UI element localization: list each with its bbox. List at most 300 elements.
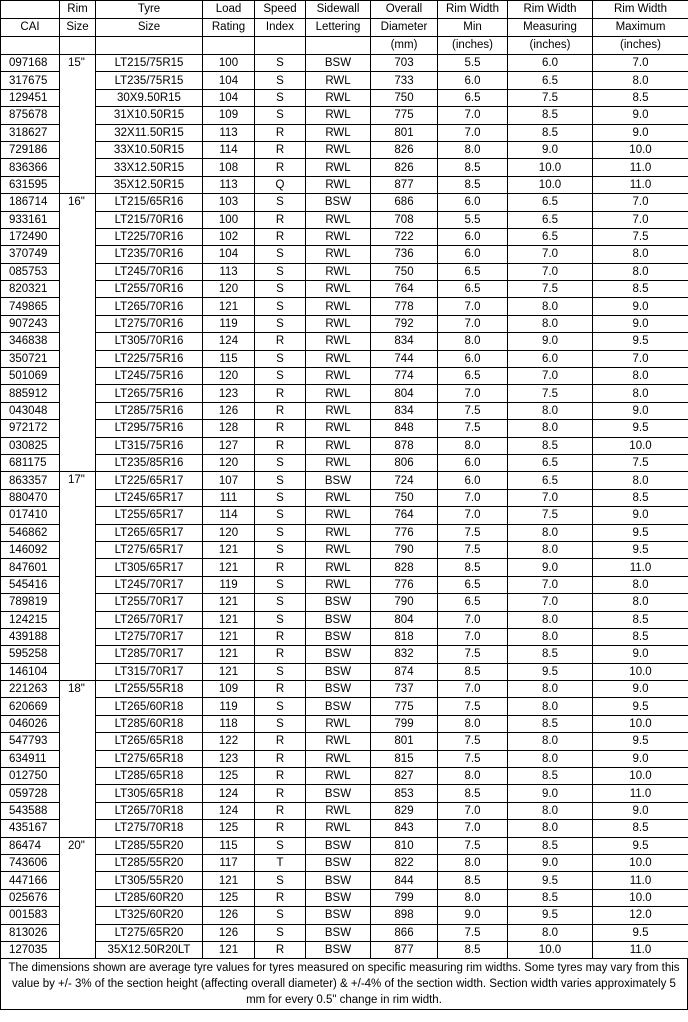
sidewall-lettering-cell: BSW — [306, 646, 371, 663]
rim-width-max-cell: 9.0 — [593, 315, 688, 332]
table-row — [1, 663, 688, 680]
rim-width-min-cell: 6.5 — [438, 576, 508, 593]
rim-width-measuring-cell: 8.0 — [508, 924, 593, 941]
rim-width-measuring-cell: 9.5 — [508, 907, 593, 924]
sidewall-lettering-cell: RWL — [306, 507, 371, 524]
load-rating-cell: 121 — [203, 559, 255, 576]
table-row — [1, 820, 688, 837]
rim-width-measuring-cell: 9.0 — [508, 333, 593, 350]
load-rating-cell: 121 — [203, 872, 255, 889]
rim-width-measuring-cell: 9.0 — [508, 854, 593, 871]
rim-width-measuring-cell: 10.0 — [508, 159, 593, 176]
sidewall-lettering-cell: RWL — [306, 176, 371, 193]
cai-cell: 317675 — [1, 72, 60, 89]
overall-diameter-cell: 736 — [371, 246, 438, 263]
sidewall-lettering-cell: RWL — [306, 820, 371, 837]
rim-width-min-cell: 7.0 — [438, 107, 508, 124]
rim-width-min-cell: 6.0 — [438, 472, 508, 489]
rim-width-max-cell: 9.0 — [593, 646, 688, 663]
sidewall-lettering-cell: RWL — [306, 402, 371, 419]
speed-index-cell: S — [255, 350, 306, 367]
rim-size-cell: 17" — [60, 472, 96, 681]
header-cell — [1, 1, 60, 19]
cai-cell: 634911 — [1, 750, 60, 767]
overall-diameter-cell: 799 — [371, 715, 438, 732]
speed-index-cell: S — [255, 663, 306, 680]
tyre-size-cell: LT305/70R16 — [96, 333, 203, 350]
load-rating-cell: 120 — [203, 454, 255, 471]
cai-cell: 847601 — [1, 559, 60, 576]
rim-width-max-cell: 9.5 — [593, 837, 688, 854]
rim-width-min-cell: 8.5 — [438, 785, 508, 802]
speed-index-cell: R — [255, 941, 306, 958]
rim-width-measuring-cell: 8.5 — [508, 768, 593, 785]
table-body — [1, 55, 688, 959]
load-rating-cell: 108 — [203, 159, 255, 176]
rim-width-max-cell: 8.5 — [593, 489, 688, 506]
rim-width-min-cell: 7.5 — [438, 698, 508, 715]
tyre-size-cell: LT215/65R16 — [96, 194, 203, 211]
speed-index-cell: R — [255, 681, 306, 698]
tyre-size-cell: 33X12.50R15 — [96, 159, 203, 176]
load-rating-cell: 103 — [203, 194, 255, 211]
header-cell: Rim Width — [508, 1, 593, 19]
rim-width-min-cell: 8.0 — [438, 141, 508, 158]
load-rating-cell: 113 — [203, 124, 255, 141]
rim-width-measuring-cell: 6.5 — [508, 194, 593, 211]
header-cell: Diameter — [371, 19, 438, 37]
tyre-size-cell: LT275/70R16 — [96, 315, 203, 332]
rim-width-measuring-cell: 8.0 — [508, 733, 593, 750]
table-row — [1, 872, 688, 889]
rim-width-measuring-cell: 8.0 — [508, 524, 593, 541]
rim-width-min-cell: 8.5 — [438, 872, 508, 889]
overall-diameter-cell: 790 — [371, 541, 438, 558]
cai-cell: 907243 — [1, 315, 60, 332]
rim-width-max-cell: 9.0 — [593, 681, 688, 698]
overall-diameter-cell: 898 — [371, 907, 438, 924]
rim-width-max-cell: 8.0 — [593, 594, 688, 611]
tyre-size-cell: LT285/60R18 — [96, 715, 203, 732]
overall-diameter-cell: 764 — [371, 507, 438, 524]
table-row — [1, 402, 688, 419]
tyre-size-cell: LT295/75R16 — [96, 420, 203, 437]
table-row — [1, 333, 688, 350]
table-row — [1, 315, 688, 332]
sidewall-lettering-cell: BSW — [306, 698, 371, 715]
rim-width-measuring-cell: 8.5 — [508, 837, 593, 854]
rim-width-min-cell: 7.5 — [438, 541, 508, 558]
rim-width-max-cell: 9.5 — [593, 698, 688, 715]
rim-width-min-cell: 7.5 — [438, 402, 508, 419]
rim-width-measuring-cell: 9.0 — [508, 785, 593, 802]
speed-index-cell: T — [255, 854, 306, 871]
rim-width-measuring-cell: 8.5 — [508, 646, 593, 663]
speed-index-cell: R — [255, 159, 306, 176]
table-row — [1, 594, 688, 611]
cai-cell: 86474 — [1, 837, 60, 854]
speed-index-cell: S — [255, 507, 306, 524]
header-cell: Rim Width — [438, 1, 508, 19]
load-rating-cell: 109 — [203, 681, 255, 698]
rim-width-max-cell: 9.5 — [593, 924, 688, 941]
rim-width-min-cell: 7.0 — [438, 681, 508, 698]
rim-width-max-cell: 8.0 — [593, 368, 688, 385]
load-rating-cell: 121 — [203, 663, 255, 680]
tyre-size-cell: LT245/75R16 — [96, 368, 203, 385]
tyre-size-cell: 35X12.50R15 — [96, 176, 203, 193]
sidewall-lettering-cell: RWL — [306, 263, 371, 280]
sidewall-lettering-cell: RWL — [306, 541, 371, 558]
tyre-size-cell: LT225/70R16 — [96, 228, 203, 245]
rim-width-max-cell: 7.5 — [593, 228, 688, 245]
rim-width-max-cell: 10.0 — [593, 768, 688, 785]
overall-diameter-cell: 778 — [371, 298, 438, 315]
sidewall-lettering-cell: RWL — [306, 107, 371, 124]
sidewall-lettering-cell: RWL — [306, 733, 371, 750]
header-cell: Rim Width — [593, 1, 688, 19]
sidewall-lettering-cell: RWL — [306, 211, 371, 228]
rim-width-measuring-cell: 6.5 — [508, 472, 593, 489]
load-rating-cell: 121 — [203, 941, 255, 958]
header-cell: Tyre — [96, 1, 203, 19]
rim-width-min-cell: 6.0 — [438, 454, 508, 471]
rim-width-max-cell: 8.0 — [593, 576, 688, 593]
rim-width-measuring-cell: 8.5 — [508, 437, 593, 454]
cai-cell: 221263 — [1, 681, 60, 698]
load-rating-cell: 120 — [203, 281, 255, 298]
speed-index-cell: S — [255, 611, 306, 628]
rim-width-max-cell: 7.5 — [593, 454, 688, 471]
sidewall-lettering-cell: BSW — [306, 837, 371, 854]
sidewall-lettering-cell: BSW — [306, 663, 371, 680]
speed-index-cell: S — [255, 698, 306, 715]
speed-index-cell: S — [255, 454, 306, 471]
load-rating-cell: 125 — [203, 820, 255, 837]
tyre-size-cell: LT285/55R20 — [96, 837, 203, 854]
header-cell: Sidewall — [306, 1, 371, 19]
rim-width-min-cell: 6.5 — [438, 368, 508, 385]
speed-index-cell: R — [255, 437, 306, 454]
header-cell: (inches) — [508, 37, 593, 55]
header-cell — [306, 37, 371, 55]
table-row — [1, 785, 688, 802]
table-row — [1, 281, 688, 298]
rim-width-min-cell: 6.5 — [438, 89, 508, 106]
overall-diameter-cell: 801 — [371, 733, 438, 750]
rim-width-measuring-cell: 6.5 — [508, 228, 593, 245]
rim-width-min-cell: 6.0 — [438, 350, 508, 367]
rim-width-min-cell: 6.5 — [438, 594, 508, 611]
rim-width-min-cell: 7.5 — [438, 733, 508, 750]
table-row — [1, 124, 688, 141]
load-rating-cell: 119 — [203, 315, 255, 332]
overall-diameter-cell: 832 — [371, 646, 438, 663]
overall-diameter-cell: 776 — [371, 576, 438, 593]
rim-width-max-cell: 11.0 — [593, 159, 688, 176]
load-rating-cell: 124 — [203, 802, 255, 819]
rim-width-min-cell: 5.5 — [438, 211, 508, 228]
cai-cell: 097168 — [1, 55, 60, 72]
rim-width-measuring-cell: 10.0 — [508, 176, 593, 193]
rim-width-max-cell: 8.5 — [593, 628, 688, 645]
speed-index-cell: S — [255, 281, 306, 298]
table-row — [1, 941, 688, 958]
rim-width-min-cell: 7.0 — [438, 611, 508, 628]
overall-diameter-cell: 877 — [371, 176, 438, 193]
rim-width-max-cell: 11.0 — [593, 176, 688, 193]
overall-diameter-cell: 775 — [371, 107, 438, 124]
tyre-size-cell: LT305/55R20 — [96, 872, 203, 889]
header-cell: CAI — [1, 19, 60, 37]
cai-cell: 439188 — [1, 628, 60, 645]
rim-width-measuring-cell: 7.5 — [508, 281, 593, 298]
speed-index-cell: S — [255, 924, 306, 941]
load-rating-cell: 123 — [203, 385, 255, 402]
tyre-size-cell: LT255/70R17 — [96, 594, 203, 611]
tyre-size-cell: LT255/55R18 — [96, 681, 203, 698]
rim-width-max-cell: 8.5 — [593, 820, 688, 837]
table-row — [1, 854, 688, 871]
rim-width-max-cell: 11.0 — [593, 941, 688, 958]
load-rating-cell: 102 — [203, 228, 255, 245]
rim-width-measuring-cell: 8.0 — [508, 611, 593, 628]
cai-cell: 836366 — [1, 159, 60, 176]
rim-width-measuring-cell: 6.5 — [508, 454, 593, 471]
cai-cell: 972172 — [1, 420, 60, 437]
rim-width-max-cell: 8.0 — [593, 385, 688, 402]
sidewall-lettering-cell: RWL — [306, 454, 371, 471]
load-rating-cell: 104 — [203, 246, 255, 263]
overall-diameter-cell: 826 — [371, 159, 438, 176]
cai-cell: 545416 — [1, 576, 60, 593]
speed-index-cell: R — [255, 785, 306, 802]
rim-width-min-cell: 6.0 — [438, 228, 508, 245]
tyre-size-cell: LT215/75R15 — [96, 55, 203, 72]
load-rating-cell: 121 — [203, 541, 255, 558]
overall-diameter-cell: 790 — [371, 594, 438, 611]
rim-width-measuring-cell: 7.0 — [508, 368, 593, 385]
cai-cell: 729186 — [1, 141, 60, 158]
header-cell: Overall — [371, 1, 438, 19]
speed-index-cell: R — [255, 228, 306, 245]
rim-width-measuring-cell: 6.5 — [508, 72, 593, 89]
speed-index-cell: S — [255, 715, 306, 732]
cai-cell: 350721 — [1, 350, 60, 367]
rim-width-measuring-cell: 8.5 — [508, 715, 593, 732]
rim-width-measuring-cell: 7.0 — [508, 246, 593, 263]
table-row — [1, 489, 688, 506]
overall-diameter-cell: 826 — [371, 141, 438, 158]
cai-cell: 012750 — [1, 768, 60, 785]
rim-width-min-cell: 8.5 — [438, 941, 508, 958]
rim-width-measuring-cell: 6.5 — [508, 211, 593, 228]
cai-cell: 146104 — [1, 663, 60, 680]
cai-cell: 447166 — [1, 872, 60, 889]
rim-width-measuring-cell: 7.0 — [508, 576, 593, 593]
table-row — [1, 246, 688, 263]
load-rating-cell: 127 — [203, 437, 255, 454]
sidewall-lettering-cell: RWL — [306, 159, 371, 176]
overall-diameter-cell: 722 — [371, 228, 438, 245]
rim-width-min-cell: 6.5 — [438, 281, 508, 298]
rim-width-min-cell: 5.5 — [438, 55, 508, 72]
table-row — [1, 750, 688, 767]
cai-cell: 030825 — [1, 437, 60, 454]
overall-diameter-cell: 827 — [371, 768, 438, 785]
table-row — [1, 89, 688, 106]
overall-diameter-cell: 764 — [371, 281, 438, 298]
table-row — [1, 628, 688, 645]
table-row — [1, 907, 688, 924]
speed-index-cell: R — [255, 402, 306, 419]
load-rating-cell: 100 — [203, 55, 255, 72]
overall-diameter-cell: 750 — [371, 263, 438, 280]
rim-width-measuring-cell: 9.5 — [508, 663, 593, 680]
rim-width-max-cell: 9.0 — [593, 402, 688, 419]
tyre-size-cell: LT265/70R16 — [96, 298, 203, 315]
tyre-size-cell: LT265/70R17 — [96, 611, 203, 628]
cai-cell: 017410 — [1, 507, 60, 524]
rim-width-max-cell: 8.0 — [593, 472, 688, 489]
tyre-size-cell: LT265/70R18 — [96, 802, 203, 819]
load-rating-cell: 114 — [203, 141, 255, 158]
sidewall-lettering-cell: BSW — [306, 941, 371, 958]
overall-diameter-cell: 815 — [371, 750, 438, 767]
speed-index-cell: R — [255, 628, 306, 645]
table-row — [1, 924, 688, 941]
cai-cell: 129451 — [1, 89, 60, 106]
tyre-size-cell: LT235/75R15 — [96, 72, 203, 89]
speed-index-cell: R — [255, 211, 306, 228]
overall-diameter-cell: 828 — [371, 559, 438, 576]
tyre-size-cell: LT275/65R20 — [96, 924, 203, 941]
rim-width-min-cell: 7.5 — [438, 646, 508, 663]
header-cell: Speed — [255, 1, 306, 19]
tyre-size-cell: LT245/70R16 — [96, 263, 203, 280]
sidewall-lettering-cell: RWL — [306, 715, 371, 732]
rim-width-min-cell: 8.0 — [438, 333, 508, 350]
tyre-size-cell: LT315/70R17 — [96, 663, 203, 680]
cai-cell: 813026 — [1, 924, 60, 941]
tyre-size-cell: LT235/85R16 — [96, 454, 203, 471]
rim-width-min-cell: 7.0 — [438, 124, 508, 141]
table-row — [1, 141, 688, 158]
rim-width-max-cell: 12.0 — [593, 907, 688, 924]
table-row — [1, 159, 688, 176]
load-rating-cell: 121 — [203, 646, 255, 663]
header-row-2 — [1, 19, 688, 37]
overall-diameter-cell: 834 — [371, 333, 438, 350]
overall-diameter-cell: 733 — [371, 72, 438, 89]
rim-width-max-cell: 9.5 — [593, 733, 688, 750]
cai-cell: 127035 — [1, 941, 60, 958]
rim-width-min-cell: 7.5 — [438, 837, 508, 854]
speed-index-cell: R — [255, 333, 306, 350]
tyre-size-cell: 31X10.50R15 — [96, 107, 203, 124]
table-row — [1, 507, 688, 524]
cai-cell: 543588 — [1, 802, 60, 819]
load-rating-cell: 119 — [203, 576, 255, 593]
overall-diameter-cell: 877 — [371, 941, 438, 958]
sidewall-lettering-cell: RWL — [306, 124, 371, 141]
overall-diameter-cell: 703 — [371, 55, 438, 72]
header-cell: Maximum — [593, 19, 688, 37]
tyre-size-cell: LT285/70R17 — [96, 646, 203, 663]
tyre-size-cell: LT285/55R20 — [96, 854, 203, 871]
load-rating-cell: 115 — [203, 837, 255, 854]
table-row — [1, 768, 688, 785]
tyre-size-cell: LT275/65R17 — [96, 541, 203, 558]
sidewall-lettering-cell: BSW — [306, 472, 371, 489]
tyre-size-cell: 35X12.50R20LT — [96, 941, 203, 958]
load-rating-cell: 113 — [203, 176, 255, 193]
table-row — [1, 176, 688, 193]
header-cell — [255, 37, 306, 55]
sidewall-lettering-cell: RWL — [306, 350, 371, 367]
header-cell — [60, 37, 96, 55]
speed-index-cell: S — [255, 872, 306, 889]
cai-cell: 172490 — [1, 228, 60, 245]
table-row — [1, 889, 688, 906]
rim-width-measuring-cell: 9.0 — [508, 559, 593, 576]
speed-index-cell: S — [255, 489, 306, 506]
tyre-size-cell: LT225/75R16 — [96, 350, 203, 367]
rim-width-min-cell: 6.0 — [438, 246, 508, 263]
cai-cell: 001583 — [1, 907, 60, 924]
rim-width-min-cell: 6.0 — [438, 194, 508, 211]
rim-width-max-cell: 9.0 — [593, 802, 688, 819]
rim-width-min-cell: 8.0 — [438, 768, 508, 785]
table-row — [1, 611, 688, 628]
rim-width-min-cell: 7.5 — [438, 924, 508, 941]
header-cell — [1, 37, 60, 55]
overall-diameter-cell: 750 — [371, 489, 438, 506]
rim-width-min-cell: 8.5 — [438, 663, 508, 680]
rim-width-max-cell: 10.0 — [593, 663, 688, 680]
rim-width-max-cell: 9.0 — [593, 507, 688, 524]
overall-diameter-cell: 806 — [371, 454, 438, 471]
tyre-size-cell: LT245/65R17 — [96, 489, 203, 506]
rim-width-max-cell: 8.5 — [593, 611, 688, 628]
rim-width-max-cell: 10.0 — [593, 141, 688, 158]
load-rating-cell: 114 — [203, 507, 255, 524]
rim-width-min-cell: 7.5 — [438, 750, 508, 767]
load-rating-cell: 104 — [203, 89, 255, 106]
sidewall-lettering-cell: RWL — [306, 228, 371, 245]
tyre-size-cell: LT285/60R20 — [96, 889, 203, 906]
table-row — [1, 350, 688, 367]
rim-width-max-cell: 9.5 — [593, 524, 688, 541]
speed-index-cell: S — [255, 907, 306, 924]
load-rating-cell: 111 — [203, 489, 255, 506]
rim-width-max-cell: 9.0 — [593, 124, 688, 141]
table-row — [1, 698, 688, 715]
header-cell: (inches) — [593, 37, 688, 55]
load-rating-cell: 126 — [203, 924, 255, 941]
rim-width-max-cell: 10.0 — [593, 437, 688, 454]
tyre-size-cell: LT255/65R17 — [96, 507, 203, 524]
load-rating-cell: 119 — [203, 698, 255, 715]
tyre-size-cell: 33X10.50R15 — [96, 141, 203, 158]
load-rating-cell: 118 — [203, 715, 255, 732]
speed-index-cell: S — [255, 107, 306, 124]
sidewall-lettering-cell: BSW — [306, 907, 371, 924]
header-cell — [203, 37, 255, 55]
header-row-1 — [1, 1, 688, 19]
overall-diameter-cell: 818 — [371, 628, 438, 645]
header-cell: Size — [60, 19, 96, 37]
